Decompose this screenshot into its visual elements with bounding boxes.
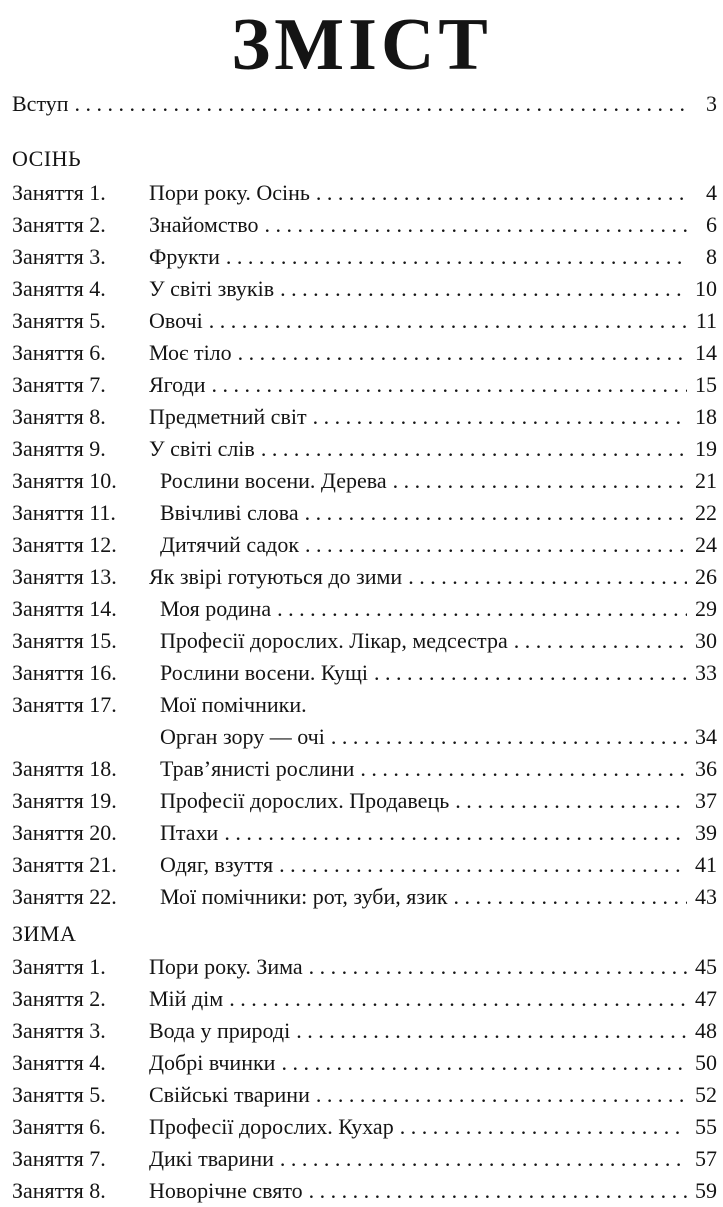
toc-entry-label: Заняття 1. xyxy=(12,180,106,205)
toc-entry xyxy=(12,983,717,1015)
toc-entry-title: Новорічне свято xyxy=(149,1178,303,1203)
toc-entry-label: Заняття 11. xyxy=(12,500,116,525)
toc-entry-title: Професії дорослих. Лікар, медсестра xyxy=(160,628,508,653)
section-heading-autumn: ОСІНЬ xyxy=(12,146,82,171)
toc-entry-intro xyxy=(12,88,717,120)
toc-entry-title: У світі слів xyxy=(149,436,255,461)
toc-entry-label: Заняття 19. xyxy=(12,788,117,813)
toc-entry-label: Заняття 4. xyxy=(12,276,106,301)
toc-entry-title: Моя родина xyxy=(160,596,272,621)
toc-entry-label: Заняття 18. xyxy=(12,756,117,781)
toc-entry-page: 41 xyxy=(695,852,717,877)
toc-entry-label: Заняття 4. xyxy=(12,1050,106,1075)
toc-entry-title: Вода у природі xyxy=(149,1018,291,1043)
toc-entry-title: Ввічливі слова xyxy=(160,500,299,525)
toc-entry-page: 26 xyxy=(695,564,717,589)
dot-leader xyxy=(277,593,687,625)
toc-entry-page: 55 xyxy=(695,1114,717,1139)
toc-entry-label: Вступ xyxy=(12,91,69,116)
toc-entry-title: Дитячий садок xyxy=(160,532,300,557)
dot-leader xyxy=(305,529,687,561)
toc-entry xyxy=(12,433,717,465)
dot-leader xyxy=(360,753,687,785)
toc-entry xyxy=(12,881,717,913)
toc-entry-label: Заняття 9. xyxy=(12,436,106,461)
toc-entry-label: Заняття 6. xyxy=(12,340,106,365)
toc-entry-label: Заняття 22. xyxy=(12,884,117,909)
toc-entry xyxy=(12,1015,717,1047)
toc-entry xyxy=(12,1143,717,1175)
toc-entry-label: Заняття 3. xyxy=(12,1018,106,1043)
toc-entry-title: Мої помічники: рот, зуби, язик xyxy=(160,884,448,909)
toc-entry-page: 19 xyxy=(695,436,717,461)
toc-entry-label: Заняття 17. xyxy=(12,692,117,717)
toc-entry-title: Свійські тварини xyxy=(149,1082,310,1107)
toc-entry xyxy=(12,657,717,689)
toc-entry-page: 8 xyxy=(706,244,717,269)
toc-entry-label: Заняття 1. xyxy=(12,954,106,979)
dot-leader xyxy=(374,657,687,689)
toc-entry-title: Мої помічники. xyxy=(160,692,307,717)
toc-entry xyxy=(12,1079,717,1111)
toc-entry-label: Заняття 7. xyxy=(12,1146,106,1171)
dot-leader xyxy=(400,1111,687,1143)
dot-leader xyxy=(316,177,687,209)
toc-entry-label: Заняття 5. xyxy=(12,1082,106,1107)
toc-entry-label: Заняття 5. xyxy=(12,308,106,333)
toc-entry-page: 21 xyxy=(695,468,717,493)
dot-leader xyxy=(305,497,687,529)
toc-entry-title: Мій дім xyxy=(149,986,224,1011)
toc-entry-title: Пори року. Осінь xyxy=(149,180,310,205)
toc-entry-title: Дикі тварини xyxy=(149,1146,274,1171)
toc-entry-label: Заняття 15. xyxy=(12,628,117,653)
toc-entry-label: Заняття 8. xyxy=(12,404,106,429)
toc-entry-title: Овочі xyxy=(149,308,203,333)
toc-entry xyxy=(12,401,717,433)
dot-leader xyxy=(309,1175,687,1207)
toc-entry-page: 24 xyxy=(695,532,717,557)
toc-entry-title: Моє тіло xyxy=(149,340,232,365)
toc-entry-title: Предметний світ xyxy=(149,404,307,429)
toc-entry-title: Професії дорослих. Кухар xyxy=(149,1114,394,1139)
toc-entry-page: 14 xyxy=(695,340,717,365)
toc-entry-page: 11 xyxy=(695,308,717,333)
toc-entry-page: 30 xyxy=(695,628,717,653)
dot-leader xyxy=(296,1015,687,1047)
toc-entry-page: 4 xyxy=(706,180,717,205)
toc-entry xyxy=(12,561,717,593)
dot-leader xyxy=(455,785,687,817)
toc-entry xyxy=(12,1047,717,1079)
toc-entry-title: Рослини восени. Дерева xyxy=(160,468,387,493)
dot-leader xyxy=(514,625,687,657)
toc-entry-title: Рослини восени. Кущі xyxy=(160,660,369,685)
toc-entry-page: 36 xyxy=(695,756,717,781)
toc-entry-label: Заняття 8. xyxy=(12,1178,106,1203)
toc-entry xyxy=(12,951,717,983)
toc-entry-title: Птахи xyxy=(160,820,219,845)
toc-entry-label: Заняття 7. xyxy=(12,372,106,397)
toc-entry-page: 48 xyxy=(695,1018,717,1043)
dot-leader xyxy=(309,951,687,983)
toc-entry xyxy=(12,1111,717,1143)
toc-entry-label: Заняття 14. xyxy=(12,596,117,621)
toc-entry-page: 37 xyxy=(695,788,717,813)
toc-entry-label: Заняття 21. xyxy=(12,852,117,877)
toc-entry xyxy=(12,625,717,657)
dot-leader xyxy=(313,401,687,433)
dot-leader xyxy=(331,721,687,753)
toc-entry xyxy=(12,753,717,785)
toc-entry-page: 43 xyxy=(695,884,717,909)
dot-leader xyxy=(281,1047,687,1079)
toc-entry-label: Заняття 13. xyxy=(12,564,117,589)
toc-entry-page: 59 xyxy=(695,1178,717,1203)
section-heading-winter: ЗИМА xyxy=(12,921,77,946)
toc-entry xyxy=(12,1175,717,1207)
toc-entry-page: 45 xyxy=(695,954,717,979)
toc-entry-page: 15 xyxy=(695,372,717,397)
page-title: ЗМІСТ xyxy=(231,4,492,86)
toc-entry-label: Заняття 2. xyxy=(12,986,106,1011)
toc-entry xyxy=(12,529,717,561)
toc-entry-page: 57 xyxy=(695,1146,717,1171)
toc-entry-page: 47 xyxy=(695,986,717,1011)
toc-entry-page: 52 xyxy=(695,1082,717,1107)
toc-entry-title: Фрукти xyxy=(149,244,220,269)
toc-entry xyxy=(12,689,717,721)
toc-entry xyxy=(12,369,717,401)
toc-entry-label: Заняття 10. xyxy=(12,468,117,493)
toc-entry-page: 3 xyxy=(706,91,717,116)
toc-entry-title: Пори року. Зима xyxy=(149,954,303,979)
dot-leader xyxy=(264,209,687,241)
dot-leader xyxy=(229,983,687,1015)
toc-entry xyxy=(12,273,717,305)
toc-entry-label: Заняття 2. xyxy=(12,212,106,237)
toc-entry xyxy=(12,785,717,817)
toc-entry-page: 6 xyxy=(706,212,717,237)
toc-entry-page: 34 xyxy=(695,724,717,749)
toc-entry-page: 10 xyxy=(695,276,717,301)
toc-entry-title: Професії дорослих. Продавець xyxy=(160,788,450,813)
toc-entry-title: Одяг, взуття xyxy=(160,852,274,877)
dot-leader xyxy=(280,1143,687,1175)
dot-leader xyxy=(75,88,687,120)
toc-entry-page: 29 xyxy=(695,596,717,621)
toc-entry-title: Трав’янисті рослини xyxy=(160,756,355,781)
toc-entry xyxy=(12,337,717,369)
toc-entry xyxy=(12,241,717,273)
toc-entry xyxy=(12,817,717,849)
toc-entry-continuation xyxy=(12,721,717,753)
toc-entry-label: Заняття 20. xyxy=(12,820,117,845)
toc-entry xyxy=(12,465,717,497)
toc-entry-title: Знайомство xyxy=(149,212,259,237)
dot-leader xyxy=(393,465,687,497)
dot-leader xyxy=(454,881,687,913)
toc-entry-page: 50 xyxy=(695,1050,717,1075)
dot-leader xyxy=(238,337,687,369)
toc-entry-page: 39 xyxy=(695,820,717,845)
toc-entry-title: Як звірі готуються до зими xyxy=(149,564,403,589)
toc-entry-label: Заняття 6. xyxy=(12,1114,106,1139)
toc-entry xyxy=(12,305,717,337)
dot-leader xyxy=(211,369,687,401)
toc-entry-page: 22 xyxy=(695,500,717,525)
toc-entry-label: Заняття 3. xyxy=(12,244,106,269)
toc-entry-title-continued: Орган зору — очі xyxy=(160,724,325,749)
toc-entry-title: Добрі вчинки xyxy=(149,1050,276,1075)
toc-entry-page: 18 xyxy=(695,404,717,429)
toc-entry-label: Заняття 12. xyxy=(12,532,117,557)
dot-leader xyxy=(261,433,687,465)
dot-leader xyxy=(280,273,687,305)
toc-entry xyxy=(12,497,717,529)
toc-entry-title: У світі звуків xyxy=(149,276,275,301)
dot-leader xyxy=(224,817,687,849)
dot-leader xyxy=(226,241,687,273)
dot-leader xyxy=(209,305,687,337)
toc-entry xyxy=(12,849,717,881)
dot-leader xyxy=(279,849,687,881)
toc-entry-label: Заняття 16. xyxy=(12,660,117,685)
toc-entry xyxy=(12,593,717,625)
dot-leader xyxy=(316,1079,687,1111)
toc-entry xyxy=(12,177,717,209)
toc-entry-title: Ягоди xyxy=(149,372,206,397)
toc-entry xyxy=(12,209,717,241)
dot-leader xyxy=(408,561,687,593)
toc-entry-page: 33 xyxy=(695,660,717,685)
